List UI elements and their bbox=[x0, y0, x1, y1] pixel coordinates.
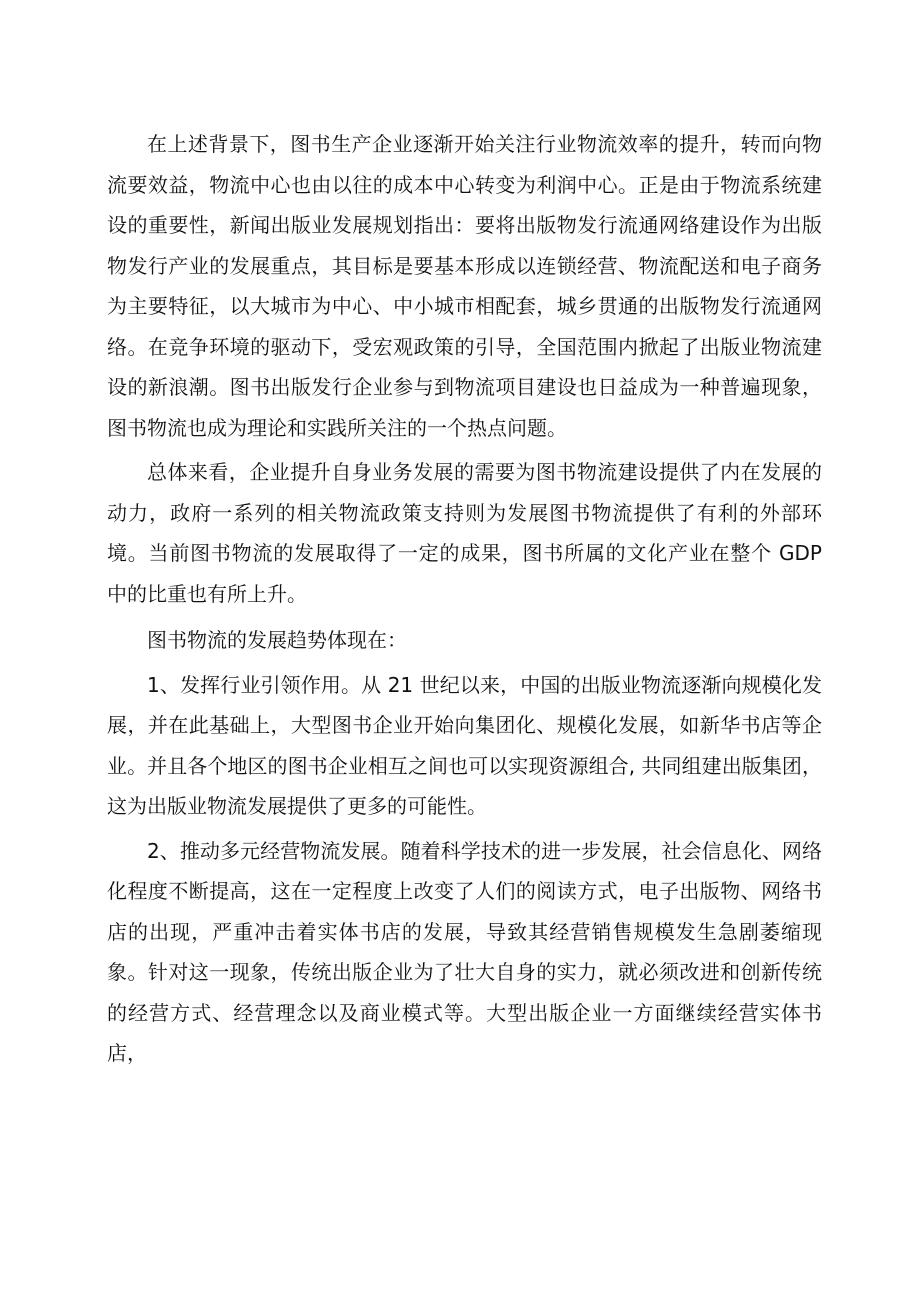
paragraph-background: 在上述背景下，图书生产企业逐渐开始关注行业物流效率的提升，转而向物流要效益，物流中心也由以往的成本中心转变为利润中心。正是由于物流系统建设的重要性，新闻出版业发展规划指出：要将出版物发行流通网络建设作为出版物发行产业的发展重点，其目标是要基本形成以连锁经营、物流配送和电子商务为主要特征，以大城市为中心、中小城市相配套，城乡贯通的出版物发行流通网络。在竞争环境的驱动下，受宏观政策的引导，全国范围内掀起了出版业物流建设的新浪潮。图书出版发行企业参与到物流项目建设也日益成为一种普遍现象，图书物流也成为理论和实践所关注的一个热点问题。 bbox=[107, 132, 822, 440]
paragraph-trend-2: 2、推动多元经营物流发展。随着科学技术的进一步发展，社会信息化、网络化程度不断提高，这在一定程度上改变了人们的阅读方式，电子出版物、网络书店的出现，严重冲击着实体书店的发展，导致其经营销售规模发生急剧萎缩现象。针对这一现象，传统出版企业为了壮大自身的实力，就必须改进和创新传统的经营方式、经营理念以及商业模式等。大型出版企业一方面继续经营实体书店， bbox=[107, 838, 822, 1065]
paragraph-trend-1: 1、发挥行业引领作用。从 21 世纪以来，中国的出版业物流逐渐向规模化发展，并在此基础上，大型图书企业开始向集团化、规模化发展，如新华书店等企业。并且各个地区的图书企业相互之间也可以实现资源组合, 共同组建出版集团，这为出版业物流发展提供了更多的可能性。 bbox=[107, 672, 822, 818]
paragraph-overview: 总体来看，企业提升自身业务发展的需要为图书物流建设提供了内在发展的动力，政府一系列的相关物流政策支持则为发展图书物流提供了有利的外部环境。当前图书物流的发展取得了一定的成果，图书所属的文化产业在整个 GDP 中的比重也有所上升。 bbox=[107, 460, 822, 606]
paragraph-trends-heading: 图书物流的发展趋势体现在： bbox=[147, 628, 407, 652]
document-body bbox=[107, 124, 822, 1074]
